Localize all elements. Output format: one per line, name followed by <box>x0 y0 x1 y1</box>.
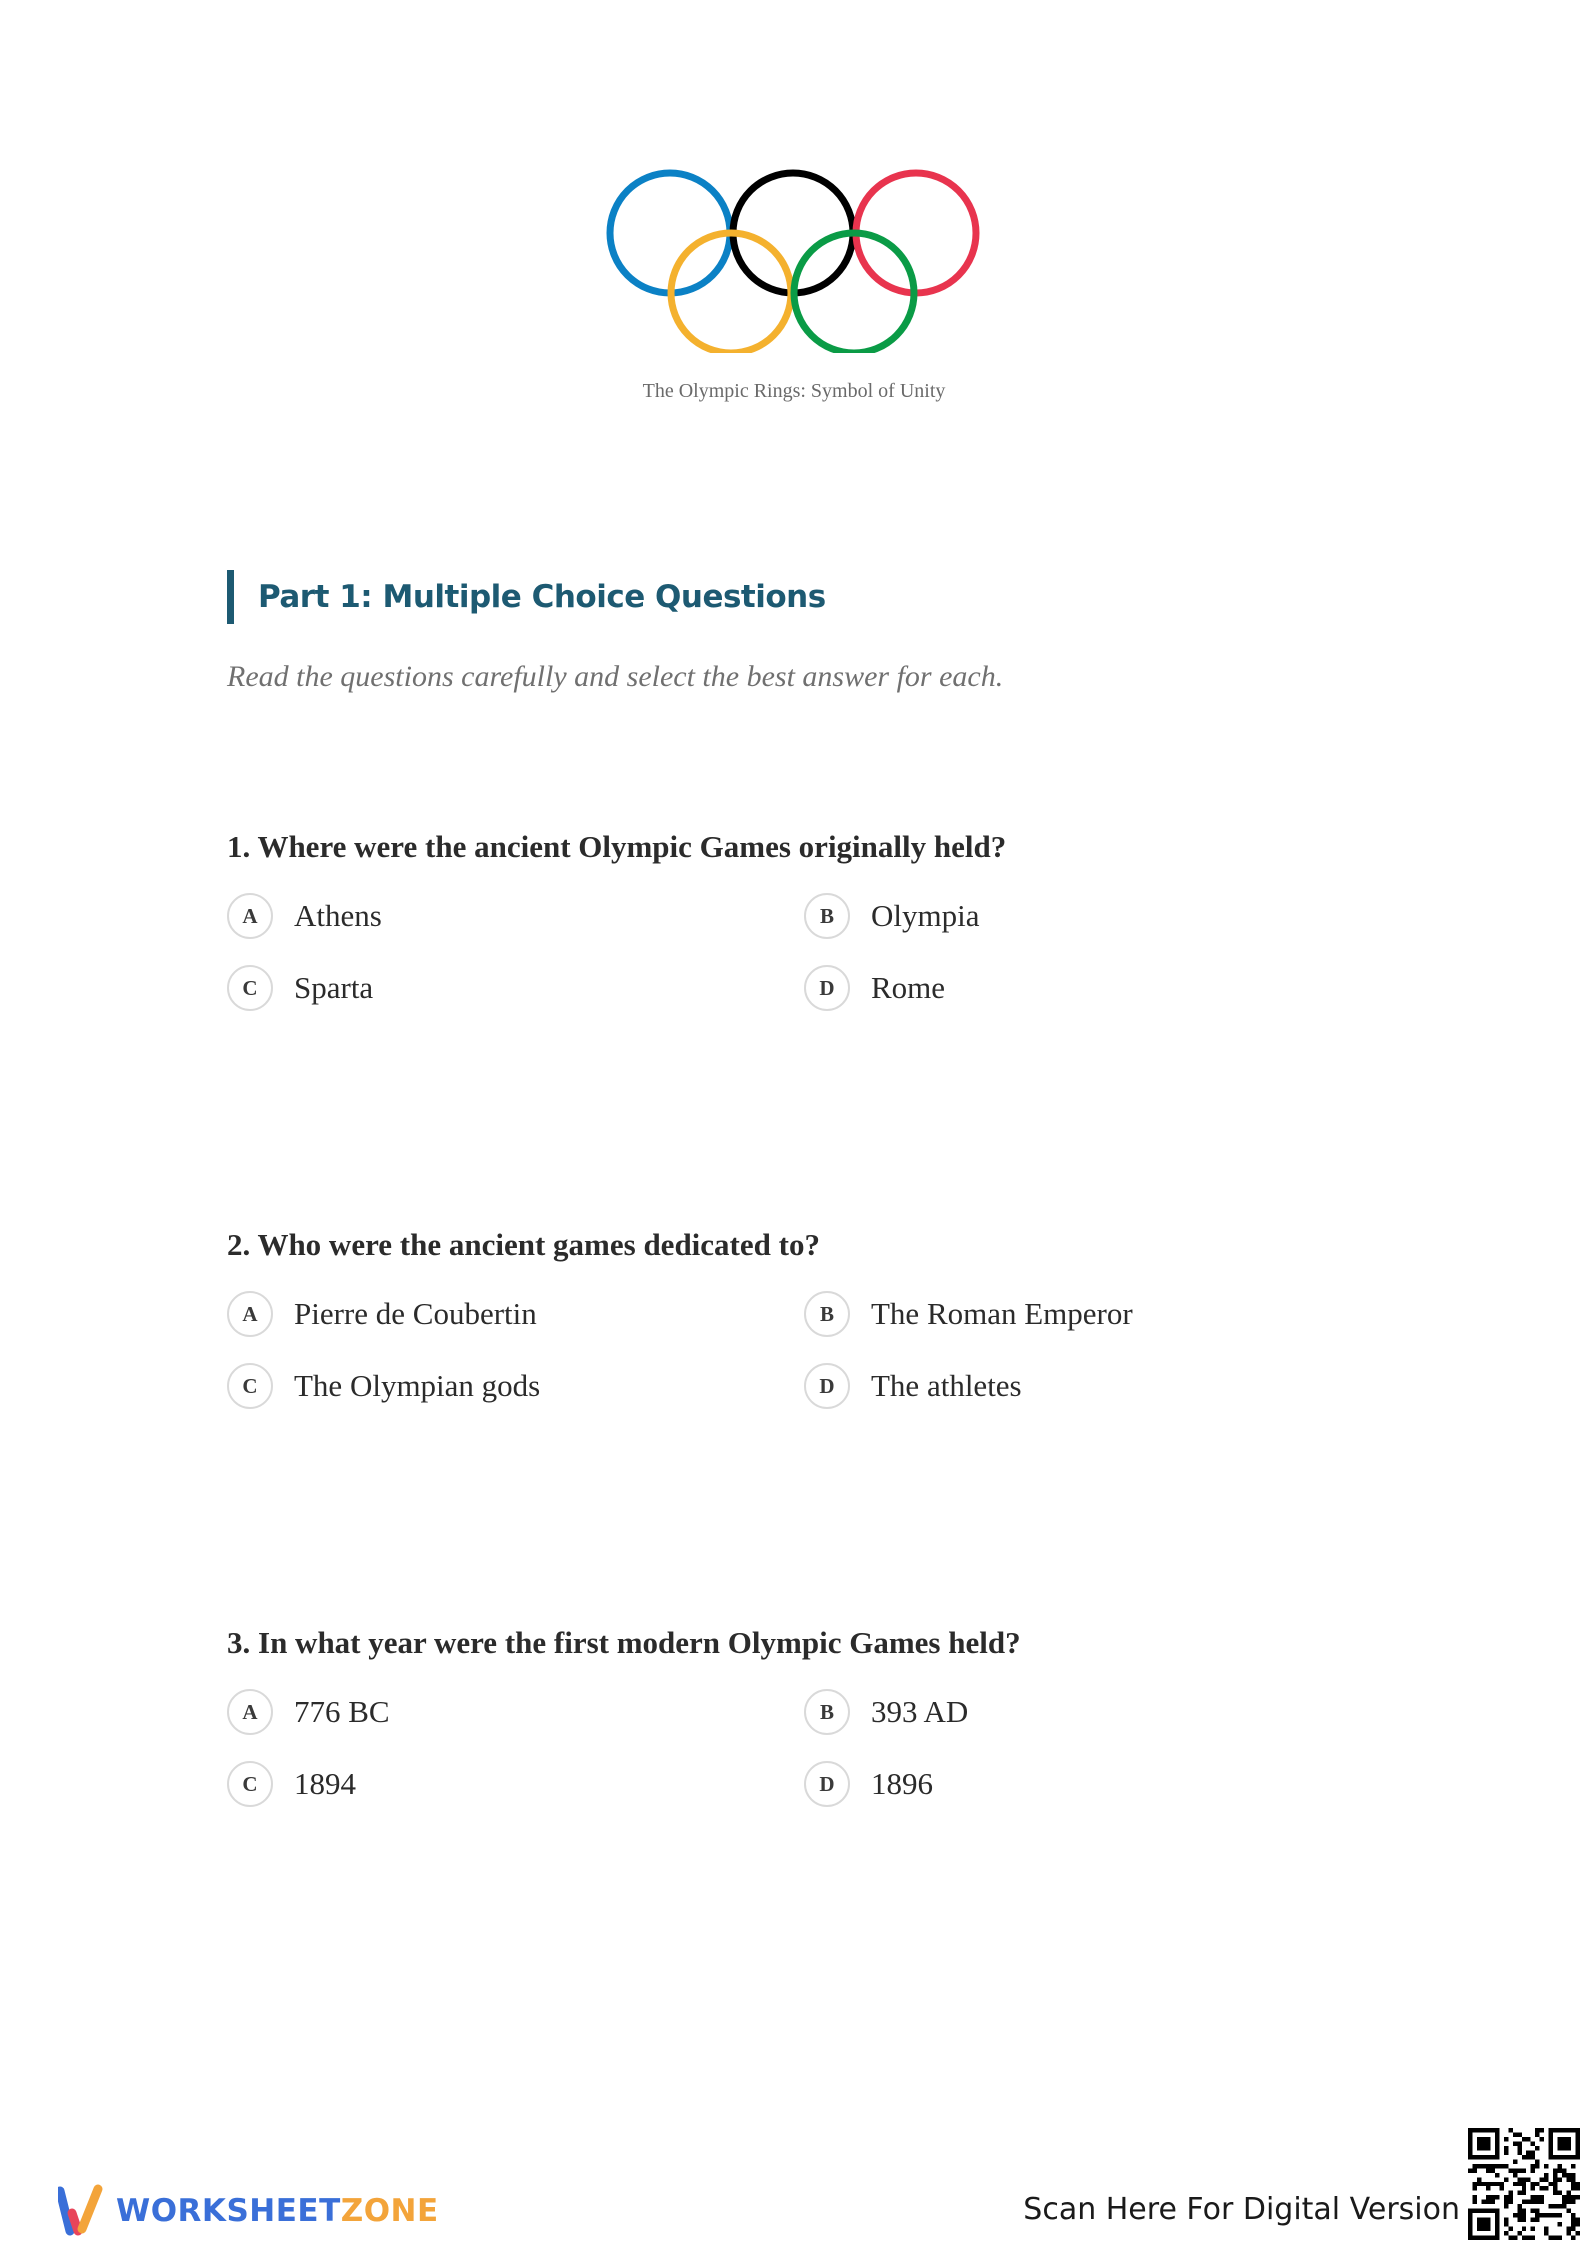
option-b[interactable] <box>804 1687 968 1737</box>
qr-module <box>1522 2227 1526 2231</box>
qr-module <box>1513 2182 1517 2186</box>
option-text: The Olympian gods <box>294 1368 541 1403</box>
qr-module <box>1544 2231 1548 2235</box>
olympic-rings-image <box>605 165 985 361</box>
qr-module <box>1535 2200 1539 2204</box>
qr-module <box>1490 2195 1494 2199</box>
qr-module <box>1486 2168 1490 2172</box>
qr-module <box>1468 2168 1472 2172</box>
qr-module <box>1531 2164 1535 2168</box>
option-letter-badge: D <box>804 1761 850 1807</box>
qr-module <box>1562 2200 1566 2204</box>
qr-module <box>1522 2236 1526 2240</box>
qr-module <box>1553 2177 1557 2181</box>
qr-module <box>1571 2236 1575 2240</box>
qr-module <box>1544 2186 1548 2190</box>
option-letter-badge: D <box>804 1363 850 1409</box>
option-a[interactable] <box>227 1687 390 1737</box>
qr-code-graphic <box>1468 2128 1580 2240</box>
qr-module <box>1517 2168 1521 2172</box>
qr-module <box>1531 2236 1535 2240</box>
qr-module <box>1531 2141 1535 2145</box>
option-b[interactable] <box>804 891 980 941</box>
qr-module <box>1477 2182 1481 2186</box>
qr-module <box>1558 2213 1562 2217</box>
option-letter-badge: A <box>227 1689 273 1735</box>
qr-module <box>1472 2186 1476 2190</box>
qr-module <box>1508 2128 1512 2132</box>
qr-module <box>1486 2200 1490 2204</box>
qr-module <box>1526 2137 1530 2141</box>
qr-module <box>1486 2164 1490 2168</box>
qr-module <box>1540 2200 1544 2204</box>
qr-module <box>1553 2213 1557 2217</box>
qr-module <box>1504 2218 1508 2222</box>
qr-module <box>1535 2218 1539 2222</box>
question-text: 2. Who were the ancient games dedicated to? <box>227 1227 820 1262</box>
question-2 <box>227 1223 1427 1435</box>
section-header <box>227 570 826 624</box>
qr-module <box>1472 2195 1476 2199</box>
qr-module <box>1567 2173 1571 2177</box>
instructions-text: Read the questions carefully and select the best answer for each. <box>227 660 1004 693</box>
option-text: 1894 <box>294 1766 356 1801</box>
section-title: Part 1: Multiple Choice Questions <box>258 579 826 615</box>
qr-module <box>1517 2204 1521 2208</box>
qr-module <box>1567 2231 1571 2235</box>
qr-module <box>1472 2164 1476 2168</box>
option-letter-badge: D <box>804 965 850 1011</box>
qr-module <box>1490 2164 1494 2168</box>
answer-options <box>227 1289 1427 1435</box>
option-letter-badge: C <box>227 965 273 1011</box>
qr-module <box>1558 2222 1562 2226</box>
logo-w-icon <box>58 2183 104 2239</box>
option-d[interactable] <box>804 1361 1022 1411</box>
qr-module <box>1504 2150 1508 2154</box>
qr-module <box>1558 2236 1562 2240</box>
qr-module <box>1553 2168 1557 2172</box>
qr-module <box>1558 2191 1562 2195</box>
option-letter-badge: B <box>804 1689 850 1735</box>
qr-module <box>1495 2182 1499 2186</box>
qr-module <box>1526 2155 1530 2159</box>
option-letter-badge: A <box>227 893 273 939</box>
option-text: 1896 <box>871 1766 933 1801</box>
qr-module <box>1526 2150 1530 2154</box>
qr-module <box>1576 2182 1580 2186</box>
qr-module <box>1504 2177 1508 2181</box>
qr-module <box>1508 2227 1512 2231</box>
qr-module <box>1517 2132 1521 2136</box>
qr-module <box>1508 2191 1512 2195</box>
qr-module <box>1553 2182 1557 2186</box>
question-text: 1. Where were the ancient Olympic Games originally held? <box>227 829 1007 864</box>
qr-module <box>1522 2186 1526 2190</box>
qr-module <box>1535 2209 1539 2213</box>
qr-module <box>1481 2182 1485 2186</box>
qr-module <box>1486 2182 1490 2186</box>
qr-module <box>1567 2209 1571 2213</box>
qr-module <box>1522 2213 1526 2217</box>
option-c[interactable] <box>227 1361 540 1411</box>
qr-module <box>1567 2191 1571 2195</box>
qr-module <box>1576 2186 1580 2190</box>
qr-module <box>1504 2195 1508 2199</box>
qr-module <box>1562 2204 1566 2208</box>
option-text: Athens <box>294 898 382 933</box>
qr-module <box>1526 2236 1530 2240</box>
qr-module <box>1513 2141 1517 2145</box>
qr-module <box>1571 2222 1575 2226</box>
logo-text <box>116 2193 439 2229</box>
option-text: The athletes <box>871 1368 1022 1403</box>
qr-module <box>1571 2218 1575 2222</box>
option-text: Olympia <box>871 898 980 933</box>
qr-module <box>1517 2191 1521 2195</box>
option-c[interactable] <box>227 963 373 1013</box>
qr-module <box>1553 2204 1557 2208</box>
qr-module <box>1522 2137 1526 2141</box>
section-accent-bar <box>227 570 234 624</box>
qr-module <box>1567 2195 1571 2199</box>
qr-module <box>1472 2182 1476 2186</box>
qr-module <box>1562 2173 1566 2177</box>
qr-module <box>1481 2164 1485 2168</box>
logo-text-zone: ZONE <box>340 2193 439 2229</box>
qr-module <box>1571 2195 1575 2199</box>
qr-module <box>1531 2168 1535 2172</box>
qr-module <box>1495 2173 1499 2177</box>
option-a[interactable] <box>227 891 382 941</box>
qr-module <box>1571 2213 1575 2217</box>
qr-module <box>1540 2195 1544 2199</box>
qr-module <box>1504 2164 1508 2168</box>
qr-module <box>1567 2177 1571 2181</box>
question-text: 3. In what year were the first modern Olympic Games held? <box>227 1625 1021 1660</box>
qr-module <box>1495 2195 1499 2199</box>
option-text: 393 AD <box>871 1694 969 1729</box>
qr-module <box>1517 2150 1521 2154</box>
qr-module <box>1517 2141 1521 2145</box>
option-b[interactable] <box>804 1289 1133 1339</box>
qr-module <box>1495 2164 1499 2168</box>
qr-module <box>1571 2200 1575 2204</box>
qr-module <box>1522 2155 1526 2159</box>
qr-module <box>1504 2137 1508 2141</box>
qr-module <box>1535 2132 1539 2136</box>
qr-module <box>1486 2195 1490 2199</box>
qr-module <box>1522 2209 1526 2213</box>
qr-module <box>1472 2200 1476 2204</box>
qr-module <box>1549 2236 1553 2240</box>
option-text: Rome <box>871 970 946 1005</box>
qr-module <box>1513 2132 1517 2136</box>
olympic-rings-graphic <box>605 165 985 361</box>
qr-module <box>1490 2182 1494 2186</box>
qr-module <box>1531 2200 1535 2204</box>
answer-options <box>227 891 1427 1037</box>
qr-module <box>1472 2168 1476 2172</box>
qr-module <box>1477 2164 1481 2168</box>
qr-module <box>1531 2150 1535 2154</box>
qr-module <box>1571 2173 1575 2177</box>
option-letter-badge: C <box>227 1761 273 1807</box>
qr-module <box>1499 2164 1503 2168</box>
qr-module <box>1517 2177 1521 2181</box>
worksheetzone-logo[interactable] <box>58 2183 439 2239</box>
qr-module <box>1535 2164 1539 2168</box>
option-c[interactable] <box>227 1759 356 1809</box>
qr-module <box>1513 2213 1517 2217</box>
qr-module <box>1535 2159 1539 2163</box>
qr-module <box>1517 2182 1521 2186</box>
image-caption: The Olympic Rings: Symbol of Unity <box>642 380 946 402</box>
option-text: Pierre de Coubertin <box>294 1296 537 1331</box>
qr-module <box>1517 2218 1521 2222</box>
qr-module <box>1553 2236 1557 2240</box>
question-1 <box>227 825 1427 1037</box>
qr-module <box>1553 2173 1557 2177</box>
qr-module <box>1531 2227 1535 2231</box>
qr-module <box>1531 2209 1535 2213</box>
qr-module <box>1558 2204 1562 2208</box>
qr-module <box>1517 2146 1521 2150</box>
option-text: 776 BC <box>294 1694 390 1729</box>
qr-module <box>1490 2168 1494 2172</box>
qr-module <box>1513 2236 1517 2240</box>
qr-module <box>1477 2177 1481 2181</box>
qr-module <box>1531 2218 1535 2222</box>
qr-module <box>1526 2177 1530 2181</box>
qr-module <box>1535 2213 1539 2217</box>
qr-module <box>1544 2227 1548 2231</box>
qr-module <box>1544 2173 1548 2177</box>
qr-module <box>1504 2231 1508 2235</box>
option-d[interactable] <box>804 963 945 1013</box>
qr-module <box>1513 2173 1517 2177</box>
qr-module <box>1517 2213 1521 2217</box>
logo-text-worksheet: WORKSHEET <box>116 2193 341 2229</box>
qr-module <box>1522 2200 1526 2204</box>
qr-module <box>1540 2177 1544 2181</box>
qr-module <box>1486 2186 1490 2190</box>
option-a[interactable] <box>227 1289 537 1339</box>
option-letter-badge: A <box>227 1291 273 1337</box>
qr-module <box>1499 2186 1503 2190</box>
qr-module <box>1522 2177 1526 2181</box>
qr-module <box>1531 2155 1535 2159</box>
qr-module <box>1535 2195 1539 2199</box>
qr-module <box>1549 2213 1553 2217</box>
qr-module <box>1517 2231 1521 2235</box>
qr-module <box>1508 2168 1512 2172</box>
qr-module <box>1522 2191 1526 2195</box>
qr-module <box>1513 2168 1517 2172</box>
qr-module <box>1567 2227 1571 2231</box>
question-3 <box>227 1621 1427 1833</box>
qr-module <box>1571 2164 1575 2168</box>
qr-module <box>1544 2164 1548 2168</box>
qr-module <box>1535 2128 1539 2132</box>
qr-module <box>1540 2213 1544 2217</box>
answer-options <box>227 1687 1427 1833</box>
qr-module <box>1504 2204 1508 2208</box>
qr-module <box>1571 2186 1575 2190</box>
qr-module <box>1531 2186 1535 2190</box>
qr-module <box>1549 2204 1553 2208</box>
qr-module <box>1549 2182 1553 2186</box>
qr-module <box>1540 2186 1544 2190</box>
qr-module <box>1576 2218 1580 2222</box>
qr-module <box>1535 2182 1539 2186</box>
qr-module <box>1522 2168 1526 2172</box>
option-letter-badge: B <box>804 893 850 939</box>
qr-module <box>1576 2222 1580 2226</box>
qr-module <box>1535 2146 1539 2150</box>
qr-module <box>1571 2227 1575 2231</box>
qr-module <box>1558 2177 1562 2181</box>
qr-module <box>1571 2177 1575 2181</box>
qr-module <box>1508 2195 1512 2199</box>
option-d[interactable] <box>804 1759 933 1809</box>
qr-code-icon[interactable] <box>1468 2128 1580 2240</box>
qr-module <box>1558 2164 1562 2168</box>
qr-module <box>1531 2182 1535 2186</box>
qr-module <box>1522 2182 1526 2186</box>
option-text: Sparta <box>294 970 374 1005</box>
qr-module <box>1571 2182 1575 2186</box>
qr-module <box>1513 2159 1517 2163</box>
qr-module <box>1540 2137 1544 2141</box>
qr-module <box>1504 2146 1508 2150</box>
qr-module <box>1562 2195 1566 2199</box>
qr-module <box>1544 2213 1548 2217</box>
qr-module <box>1567 2200 1571 2204</box>
qr-module <box>1490 2200 1494 2204</box>
qr-module <box>1508 2236 1512 2240</box>
qr-module <box>1481 2200 1485 2204</box>
qr-module <box>1544 2177 1548 2181</box>
qr-module <box>1499 2182 1503 2186</box>
qr-module <box>1508 2200 1512 2204</box>
qr-module <box>1540 2128 1544 2132</box>
qr-module <box>1576 2231 1580 2235</box>
scan-label: Scan Here For Digital Version <box>1023 2192 1460 2227</box>
qr-module <box>1517 2209 1521 2213</box>
qr-module <box>1504 2200 1508 2204</box>
qr-module <box>1576 2195 1580 2199</box>
qr-module <box>1553 2191 1557 2195</box>
option-text: The Roman Emperor <box>871 1296 1133 1331</box>
qr-module <box>1562 2168 1566 2172</box>
option-letter-badge: C <box>227 1363 273 1409</box>
qr-module <box>1522 2218 1526 2222</box>
qr-module <box>1553 2186 1557 2190</box>
qr-module <box>1558 2168 1562 2172</box>
qr-module <box>1531 2195 1535 2199</box>
qr-module <box>1504 2222 1508 2226</box>
qr-module <box>1526 2200 1530 2204</box>
option-letter-badge: B <box>804 1291 850 1337</box>
